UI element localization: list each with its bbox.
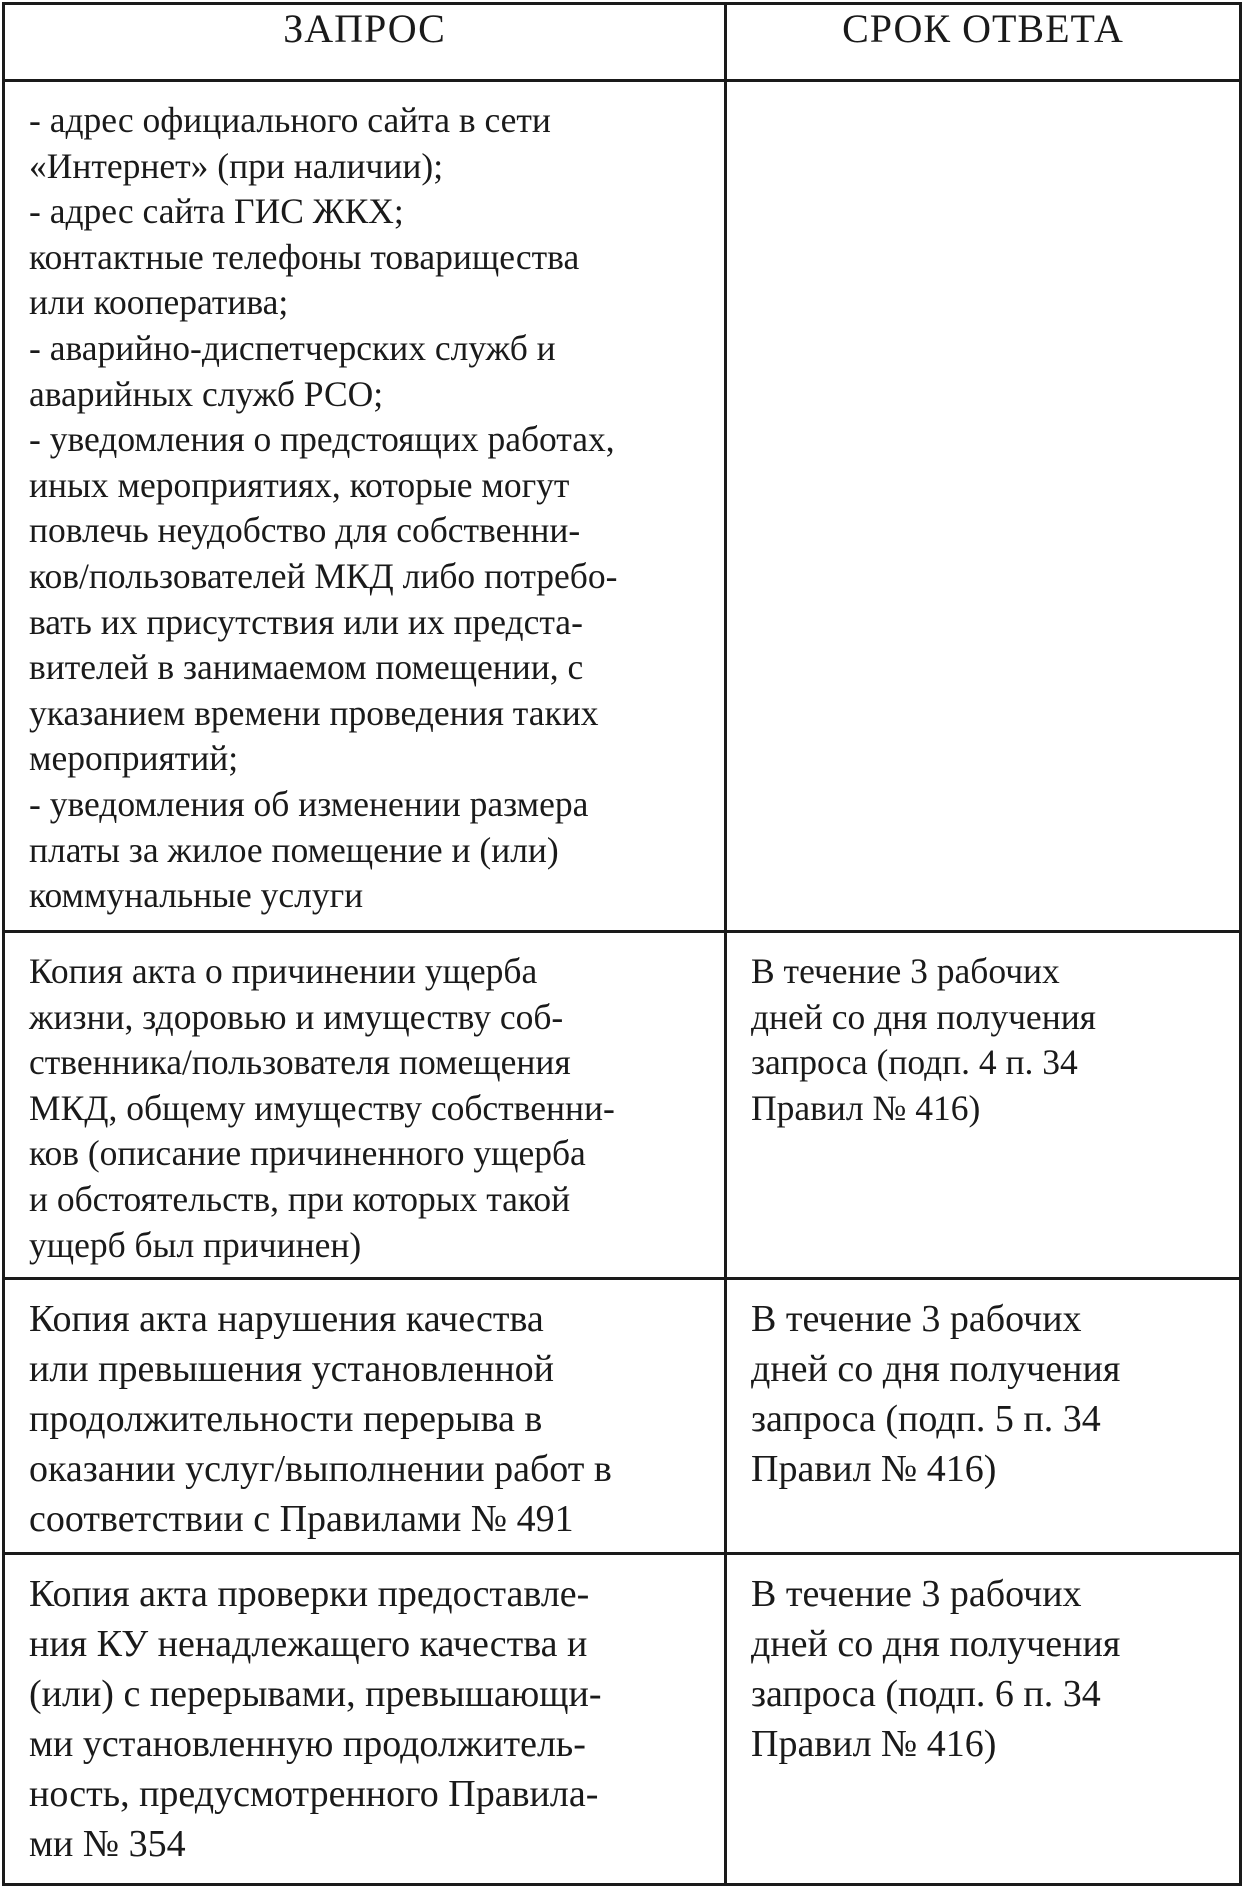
deadline-cell — [726, 932, 1241, 1279]
header-request: ЗАПРОС — [4, 4, 726, 81]
request-cell — [4, 1554, 726, 1885]
header-deadline: СРОК ОТВЕТА — [726, 4, 1241, 81]
table-header-row — [4, 4, 1241, 81]
deadline-text: В течение 3 рабочих дней со дня получения запроса (подп. 6 п. 34 Правил № 416) — [751, 1573, 1121, 1765]
request-cell — [4, 1279, 726, 1554]
deadline-cell — [726, 1554, 1241, 1885]
table-row — [4, 932, 1241, 1279]
deadline-text: В течение 3 рабочих дней со дня получения запроса (подп. 4 п. 34 Правил № 416) — [751, 951, 1097, 1128]
deadline-text: В течение 3 рабочих дней со дня получения запроса (подп. 5 п. 34 Правил № 416) — [751, 1298, 1121, 1490]
deadline-cell — [726, 1279, 1241, 1554]
table-row — [4, 1554, 1241, 1885]
table-row — [4, 1279, 1241, 1554]
request-cell — [4, 932, 726, 1279]
request-cell — [4, 81, 726, 932]
request-text: Копия акта нарушения качества или превышения установленной продолжительности перерыва в оказании услуг/выполнении работ в соответствии с Правилами № 491 — [29, 1298, 612, 1540]
request-text: Копия акта проверки предоставле- ния КУ ненадлежащего качества и (или) с перерывами, превышающи- ми установленную продолжитель- ность, предусмотренного Правила- ми № 354 — [29, 1573, 602, 1865]
request-deadline-table — [2, 2, 1242, 1886]
table-row — [4, 81, 1241, 932]
deadline-cell — [726, 81, 1241, 932]
request-text: - адрес официального сайта в сети «Интернет» (при наличии); - адрес сайта ГИС ЖКХ; контактные телефоны товарищества или кооператива; - аварийно-диспетчерских служб и аварийных служб РСО; - уведомления о предстоящих работах, иных мероприятиях, которые могут повлечь неудобство для собственни- ков/пользователей МКД либо потребо- вать их присутствия или их предста- вителей в занимаемом помещении, с указанием времени проведения таких мероприятий; - уведомления об изменении размера платы за жилое помещение и (или) коммунальные услуги — [29, 100, 618, 916]
deadline-text — [727, 82, 1239, 106]
request-text: Копия акта о причинении ущерба жизни, здоровью и имуществу соб- ственника/пользователя помещения МКД, общему имуществу собственни- ков (описание причиненного ущерба и обстоятельств, при которых такой ущерб был причинен) — [29, 951, 615, 1265]
